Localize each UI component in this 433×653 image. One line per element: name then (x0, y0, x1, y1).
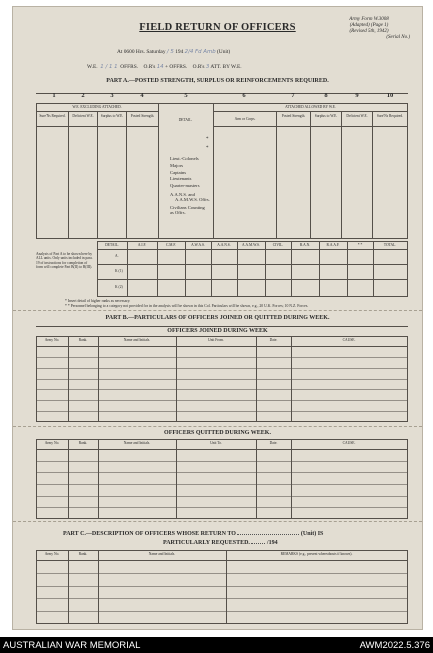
analysis-row-label: K (1) (115, 269, 123, 273)
quitted-heading: OFFICERS QUITTED DURING WEEK. (164, 430, 271, 436)
analysis-head: A.A.M.W.S. (242, 243, 260, 247)
att-label: ATT. BY W.E. (210, 64, 242, 70)
col-header: Surplus to W.E. (314, 114, 338, 118)
analysis-head: A.W.A.S. (191, 243, 205, 247)
army-form-line: (Adapted) (Page 1) (349, 23, 389, 28)
column-header: Rank. (78, 441, 88, 445)
column-header: Name and Initials. (148, 552, 176, 556)
analysis-head: A.A.N.S. (217, 243, 231, 247)
rank-item: as Offrs. (170, 210, 186, 216)
analysis-table (97, 241, 408, 301)
joined-table (36, 336, 408, 422)
rank-item: Lieutenants (170, 176, 192, 182)
detail-header: DETAIL. (178, 118, 193, 122)
rank-item: A.A.M.W.S. Offrs. (175, 197, 210, 203)
analysis-row-label: K (2) (115, 285, 123, 289)
plus-offrs-label: + OFFRS. (164, 64, 188, 70)
col-header: Deficient W.E. (346, 114, 368, 118)
army-form-line: (Revised 5th, 1942) (349, 29, 389, 34)
col-header: Deficient W.E. (72, 114, 94, 118)
handwritten-ors2: 3 (205, 64, 210, 70)
col-header: Sure'Ns Required. (376, 114, 404, 118)
we-label: W.E. (87, 64, 98, 70)
quitted-table (36, 439, 408, 519)
time-prefix: At 0600 Hrs. Saturday (117, 49, 166, 55)
rank-item: Civilians Counting (170, 204, 205, 210)
footnote: * Insert detail of higher ranks as necessary. (65, 299, 131, 303)
year-label: 194 (175, 49, 184, 55)
serial-number-label: (Serial No.) (386, 35, 410, 40)
part-a-table: 1 2 3 4 5 6 7 8 9 10 W.E. EXCLUDING ATTACHED. ATTACHED ALLOWED BY W.E. DETAIL. Sure'Ns Required. Deficient W.E. Surplus to W.E. Posted Strength. Arm or Corps. Posted Strength. Surplus to W.E. Deficient W.E. Sure'Ns Required. * * Lieut.-Colonels Majors Captains Lieutenants Quarter-masters A.A.N.S. and A.A.M.W.S. Offrs. Civilians Counting as Offrs. (36, 93, 408, 238)
analysis-head: A.I.F. (137, 243, 147, 247)
col-header: Posted Strength. (130, 114, 155, 118)
column-header: Rank. (78, 552, 88, 556)
column-number: 4 (140, 92, 144, 99)
col-header: Surplus to W.E. (100, 114, 124, 118)
column-header: Name and Initials. (123, 338, 151, 342)
part-c-year: /194 (266, 540, 278, 546)
part-c-heading-end: (Unit) IS (300, 531, 324, 537)
part-c-requested: PARTICULARLY REQUESTED. (163, 540, 250, 546)
ors2-label: O.R's (192, 64, 205, 70)
group-attached-allowed: ATTACHED ALLOWED BY W.E. (285, 105, 336, 109)
column-number: 5 (184, 92, 188, 99)
column-header: Army No. (44, 338, 60, 342)
col-header: Posted Strength. (281, 114, 306, 118)
column-header: Rank. (78, 338, 88, 342)
handwritten-unit: 2/4 Fd Amb (184, 49, 216, 55)
offrs-label: OFFRS. (120, 64, 139, 70)
part-c-heading-text: PART C.—DESCRIPTION OF OFFICERS WHOSE RETURN TO (63, 531, 236, 537)
column-header: Unit From. (208, 338, 224, 342)
column-number: 9 (355, 92, 359, 99)
we-line (87, 64, 242, 70)
analysis-head: TOTAL. (383, 243, 397, 247)
ors-label: O.R's (143, 64, 156, 70)
column-header: Date. (269, 441, 278, 445)
column-number: 6 (242, 92, 246, 99)
column-header: REMARKS (e.g., present whereabouts if known). (280, 552, 353, 556)
column-header: CAUSE. (342, 441, 356, 445)
rank-item: Majors (170, 162, 184, 168)
group-we-excluding-attached: W.E. EXCLUDING ATTACHED. (72, 105, 122, 109)
part-c-table (36, 550, 408, 624)
column-number: 8 (324, 92, 328, 99)
perforation-line (13, 521, 422, 522)
joined-heading: OFFICERS JOINED DURING WEEK (167, 328, 268, 334)
column-header: Date. (269, 338, 278, 342)
part-a-heading: PART A.—POSTED STRENGTH, SURPLUS OR REINFORCEMENTS REQUIRED. (106, 78, 329, 84)
col-header: Sure'Ns Required. (39, 114, 66, 118)
rank-item: A.A.N.S. and (170, 191, 195, 197)
analysis-head: * * (357, 243, 363, 247)
analysis-note: Analysis of Part A to be shown here by ALL units. Only units included in para. 19 of instructions for completion of form will complete Part B(II) to B(III). (36, 252, 93, 269)
col-header: Arm or Corps. (234, 117, 256, 121)
rank-item: Captains (170, 169, 187, 175)
rank-item: Quarter-masters (170, 183, 200, 189)
caption-left: AUSTRALIAN WAR MEMORIAL (3, 640, 141, 651)
column-header: Army No. (44, 552, 60, 556)
handwritten-ors: 14 (156, 64, 164, 70)
part-c-heading (63, 531, 323, 537)
analysis-row-label: A. (115, 254, 119, 258)
column-number: 7 (291, 92, 295, 99)
handwritten-date: / 5 (166, 49, 174, 55)
field-return-form-sheet (12, 6, 423, 630)
perforation-line (13, 426, 422, 427)
analysis-head: CIVIL. (272, 243, 284, 247)
analysis-head: C.M.F. (166, 243, 176, 247)
column-header: CAUSE. (342, 338, 356, 342)
column-header: Name and Initials. (123, 441, 151, 445)
perforation-line (13, 310, 422, 311)
analysis-head: R.A.A.F. (326, 243, 340, 247)
column-number: 3 (110, 92, 114, 99)
analysis-head: DETAIL. (105, 243, 119, 247)
unit-label: (Unit) (217, 49, 231, 55)
form-title: FIELD RETURN OF OFFICERS (139, 22, 296, 33)
time-line (117, 49, 230, 55)
rank-item: Lieut.-Colonels (170, 156, 199, 161)
caption-right: AWM2022.5.376 (359, 640, 430, 651)
footnote: * * Personnel belonging to a category not provided for in the analysis will be shown in this Col. Particulars will be shown, e.g., 20 U.K. Forces; 10 N.Z. Forces. (65, 304, 309, 308)
column-number: 10 (386, 92, 394, 99)
part-b-heading: PART B.—PARTICULARS OF OFFICERS JOINED OR QUITTED DURING WEEK. (105, 315, 330, 321)
column-number: 2 (81, 92, 85, 99)
column-header: Army No. (44, 441, 60, 445)
rank-list (170, 156, 210, 216)
part-c-subheading (163, 540, 278, 546)
column-number: 1 (52, 92, 56, 99)
column-header: Unit To. (210, 441, 222, 445)
army-form-line: Army Form W.3008 (349, 17, 389, 22)
caption-bar (0, 637, 433, 653)
handwritten-we: 1 / 1 1 (100, 64, 118, 70)
analysis-head: R.A.N. (299, 243, 311, 247)
